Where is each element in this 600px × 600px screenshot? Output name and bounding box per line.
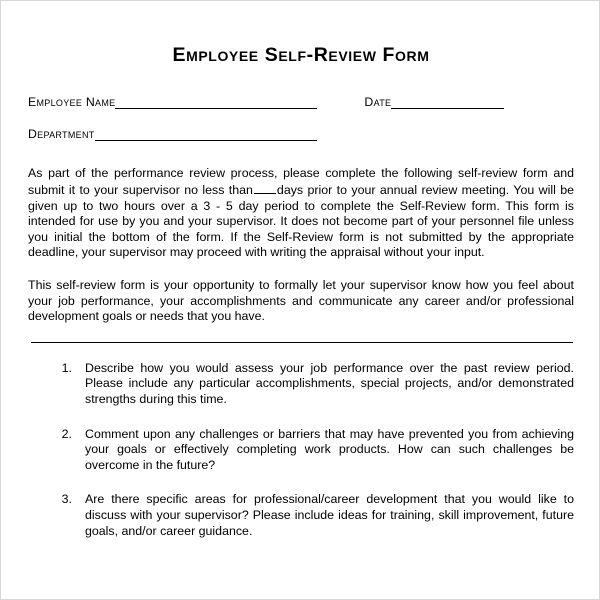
- question-number: 2.: [61, 426, 72, 441]
- list-item: [28, 427, 574, 474]
- question-list: [28, 361, 574, 539]
- question-text: Describe how you would assess your job performance over the past review period. Please include any particular accomplishments, special projects, and/or demonstrated strengths during this time.: [85, 360, 574, 406]
- date-label: Date: [364, 95, 392, 110]
- department-input[interactable]: [95, 128, 317, 141]
- purpose-paragraph: This self-review form is your opportunity to formally let your supervisor know how you feel about your job performance, your accomplishments and communicate any career and/or professional development goals or needs that you have.: [28, 278, 574, 324]
- intro-paragraph: [28, 166, 574, 261]
- form-row-name-date: [28, 95, 574, 109]
- employee-name-label: Employee Name: [28, 95, 116, 110]
- date-input[interactable]: [391, 96, 504, 109]
- question-text: Are there specific areas for professional/career development that you would like to discuss with your supervisor? Please include ideas for training, skill improvement, future goals, and/or career guidance.: [85, 492, 574, 538]
- employee-name-input[interactable]: [115, 96, 317, 109]
- form-row-department: [28, 127, 574, 141]
- department-label: Department: [28, 127, 95, 142]
- days-blank-input[interactable]: [254, 182, 276, 194]
- question-number: 3.: [61, 492, 72, 507]
- question-text: Comment upon any challenges or barriers that may have prevented you from achieving your goals or effectively completing work products. How can such challenges be overcome in the future?: [85, 426, 574, 472]
- intro-paragraph-part-two: days prior to your annual review meeting. You will be given up to two hours over a 3 - 5 day period to complete the Self-Review form. This form is intended for use by you and your supervisor. It does not become part of your personnel file unless you initial the bottom of the form. If the Self-Review form is not submitted by the appropriate deadline, your supervisor may proceed with writing the appraisal without your input.: [28, 183, 575, 260]
- question-number: 1.: [61, 360, 72, 375]
- list-item: [28, 492, 574, 539]
- intro-paragraph-part-one: As part of the performance review process, please complete the following self-review form and submit it to your supervisor no less than: [28, 166, 574, 198]
- list-item: [28, 361, 574, 408]
- page-title: Employee Self-Review Form: [172, 44, 430, 66]
- section-divider: [31, 342, 573, 343]
- document-body: [1, 1, 600, 600]
